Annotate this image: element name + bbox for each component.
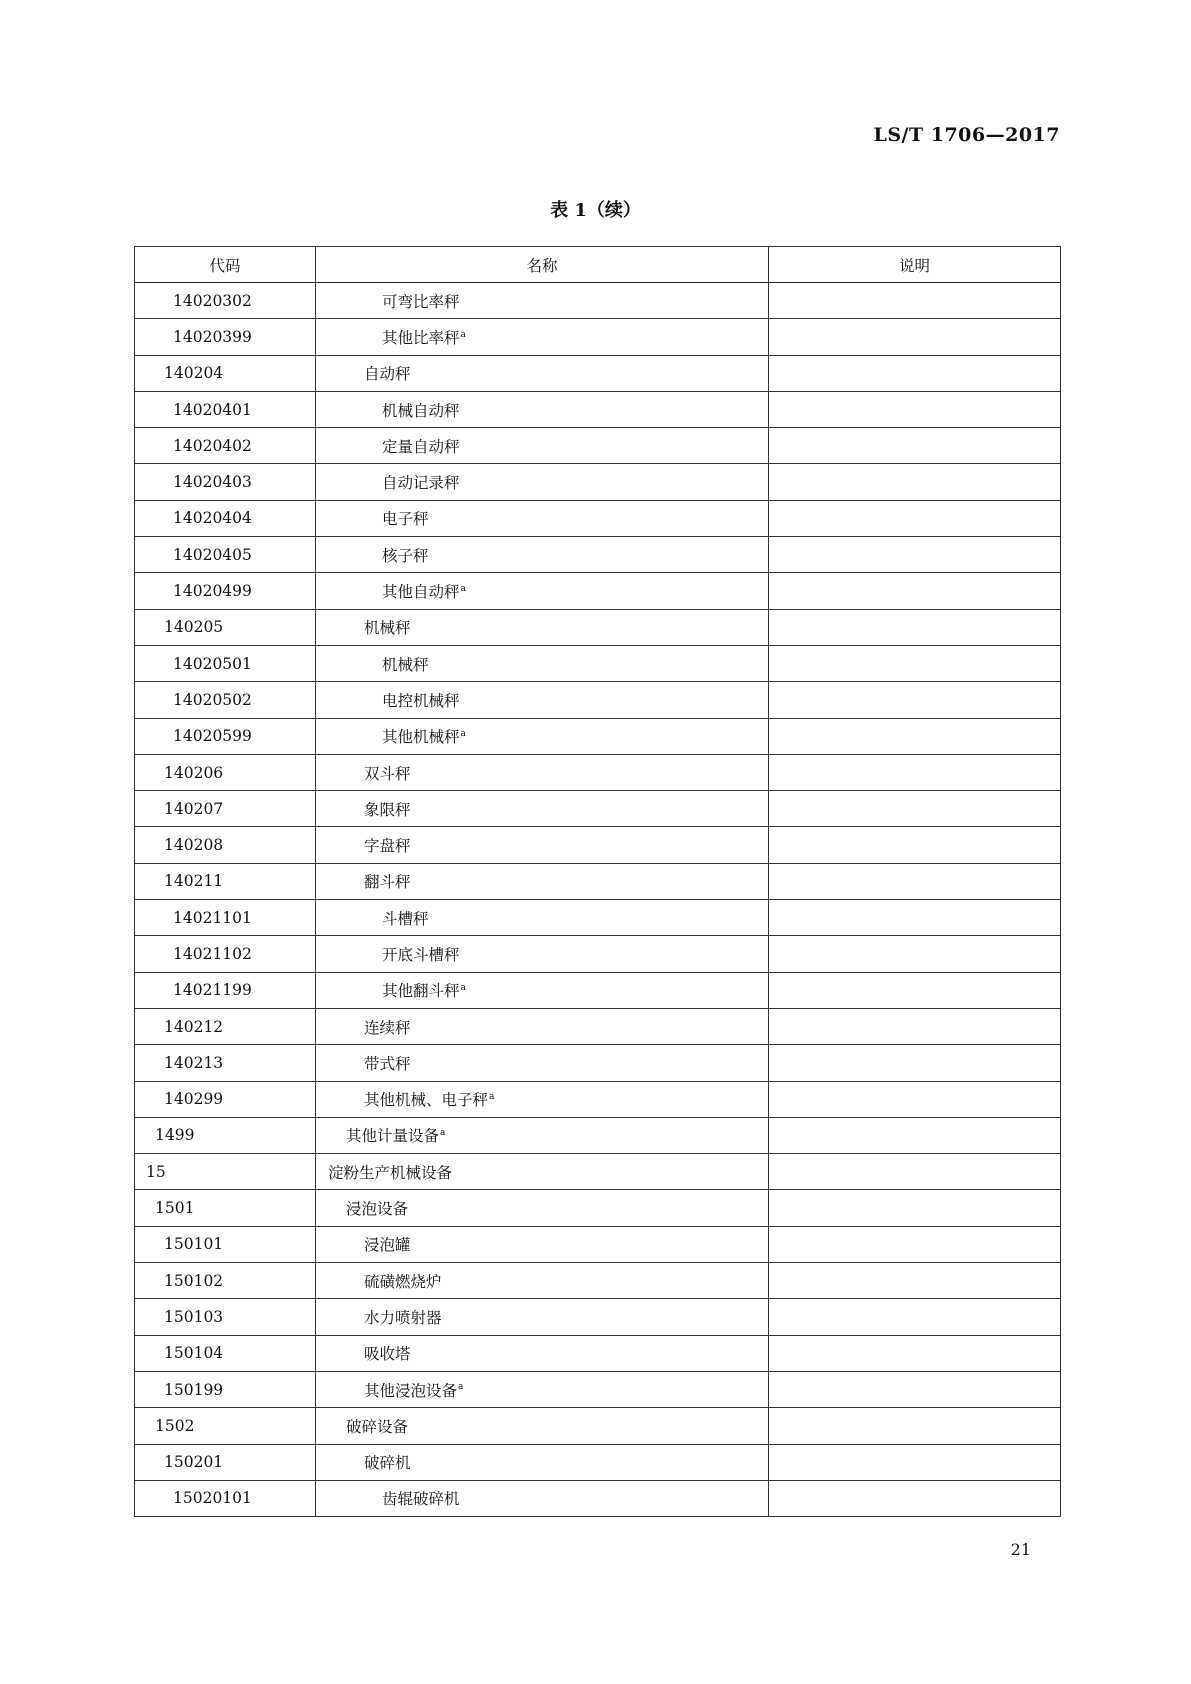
cell-description <box>769 500 1061 536</box>
cell-description <box>769 682 1061 718</box>
table-header-row <box>135 247 1061 283</box>
cell-name <box>316 1154 769 1190</box>
cell-description <box>769 1045 1061 1081</box>
cell-code: 140207 <box>135 791 316 827</box>
table-row <box>135 1335 1061 1371</box>
cell-name-text: 象限秤 <box>364 800 411 819</box>
cell-code: 1501 <box>135 1190 316 1226</box>
cell-description <box>769 319 1061 355</box>
cell-description <box>769 900 1061 936</box>
cell-description <box>769 754 1061 790</box>
cell-name-text: 其他计量设备 <box>346 1127 440 1146</box>
cell-description <box>769 1008 1061 1044</box>
cell-name-text: 连续秤 <box>364 1018 411 1037</box>
footnote-marker: a <box>460 583 466 594</box>
table-row <box>135 428 1061 464</box>
column-header-name: 名称 <box>316 247 769 283</box>
cell-code: 14020302 <box>135 283 316 319</box>
cell-name <box>316 863 769 899</box>
cell-name-text: 水力喷射器 <box>364 1308 442 1327</box>
cell-code: 140211 <box>135 863 316 899</box>
cell-description <box>769 1480 1061 1516</box>
table-row <box>135 1263 1061 1299</box>
table-row <box>135 1045 1061 1081</box>
cell-name-text: 淀粉生产机械设备 <box>328 1163 453 1182</box>
footnote-marker: a <box>460 729 466 740</box>
cell-name <box>316 1335 769 1371</box>
column-header-code: 代码 <box>135 247 316 283</box>
cell-description <box>769 391 1061 427</box>
table-row <box>135 972 1061 1008</box>
cell-description <box>769 355 1061 391</box>
cell-name <box>316 1117 769 1153</box>
cell-description <box>769 827 1061 863</box>
table-row <box>135 682 1061 718</box>
table-row <box>135 754 1061 790</box>
cell-description <box>769 936 1061 972</box>
cell-description <box>769 1081 1061 1117</box>
cell-code: 14020403 <box>135 464 316 500</box>
cell-code: 14020405 <box>135 537 316 573</box>
footnote-marker: a <box>458 1382 464 1393</box>
cell-name-text: 齿辊破碎机 <box>382 1490 460 1509</box>
cell-name-text: 其他比率秤 <box>382 328 460 347</box>
cell-name <box>316 1444 769 1480</box>
table-row <box>135 464 1061 500</box>
cell-description <box>769 972 1061 1008</box>
cell-name-text: 字盘秤 <box>364 837 411 856</box>
cell-name-text: 浸泡设备 <box>346 1200 409 1219</box>
cell-code: 140213 <box>135 1045 316 1081</box>
cell-name-text: 其他自动秤 <box>382 583 460 602</box>
table-row <box>135 1154 1061 1190</box>
cell-name <box>316 537 769 573</box>
cell-description <box>769 609 1061 645</box>
cell-name-text: 浸泡罐 <box>364 1236 411 1255</box>
cell-code: 14020499 <box>135 573 316 609</box>
cell-name-text: 机械秤 <box>382 655 429 674</box>
table-body <box>135 283 1061 1517</box>
table-row <box>135 863 1061 899</box>
cell-name <box>316 1263 769 1299</box>
footnote-marker: a <box>460 983 466 994</box>
cell-name <box>316 1081 769 1117</box>
cell-name-text: 破碎机 <box>364 1454 411 1473</box>
cell-code: 140299 <box>135 1081 316 1117</box>
cell-name <box>316 609 769 645</box>
table-row <box>135 1408 1061 1444</box>
cell-code: 14021102 <box>135 936 316 972</box>
cell-code: 1499 <box>135 1117 316 1153</box>
cell-name <box>316 283 769 319</box>
cell-name <box>316 1480 769 1516</box>
cell-name <box>316 1008 769 1044</box>
cell-code: 140208 <box>135 827 316 863</box>
cell-code: 14020399 <box>135 319 316 355</box>
cell-description <box>769 1154 1061 1190</box>
cell-name-text: 机械自动秤 <box>382 401 460 420</box>
table-row <box>135 283 1061 319</box>
cell-description <box>769 573 1061 609</box>
table-row <box>135 645 1061 681</box>
cell-name-text: 核子秤 <box>382 546 429 565</box>
cell-description <box>769 1226 1061 1262</box>
table-row <box>135 1480 1061 1516</box>
table-row <box>135 936 1061 972</box>
cell-name-text: 其他机械、电子秤 <box>364 1091 489 1110</box>
cell-name-text: 破碎设备 <box>346 1417 409 1436</box>
table-row <box>135 1081 1061 1117</box>
cell-name <box>316 682 769 718</box>
cell-name-text: 自动秤 <box>364 365 411 384</box>
cell-name <box>316 428 769 464</box>
cell-description <box>769 1299 1061 1335</box>
cell-description <box>769 1371 1061 1407</box>
cell-name <box>316 754 769 790</box>
cell-code: 14021199 <box>135 972 316 1008</box>
cell-description <box>769 428 1061 464</box>
cell-name <box>316 1226 769 1262</box>
cell-name <box>316 1408 769 1444</box>
cell-name <box>316 319 769 355</box>
cell-name <box>316 464 769 500</box>
standard-code: LS/T 1706—2017 <box>873 124 1060 146</box>
cell-name-text: 电子秤 <box>382 510 429 529</box>
cell-name-text: 机械秤 <box>364 619 411 638</box>
cell-code: 15 <box>135 1154 316 1190</box>
cell-description <box>769 464 1061 500</box>
cell-description <box>769 1408 1061 1444</box>
cell-code: 150199 <box>135 1371 316 1407</box>
footnote-marker: a <box>460 329 466 340</box>
cell-code: 14020502 <box>135 682 316 718</box>
cell-name-text: 其他机械秤 <box>382 728 460 747</box>
cell-name-text: 可弯比率秤 <box>382 292 460 311</box>
table-row <box>135 791 1061 827</box>
cell-name-text: 翻斗秤 <box>364 873 411 892</box>
cell-description <box>769 1335 1061 1371</box>
cell-code: 140212 <box>135 1008 316 1044</box>
cell-name <box>316 1299 769 1335</box>
footnote-marker: a <box>489 1092 495 1103</box>
cell-name <box>316 1371 769 1407</box>
cell-code: 150101 <box>135 1226 316 1262</box>
cell-description <box>769 863 1061 899</box>
cell-name <box>316 972 769 1008</box>
cell-code: 14020501 <box>135 645 316 681</box>
page-number: 21 <box>1010 1540 1031 1559</box>
table-row <box>135 355 1061 391</box>
cell-name <box>316 791 769 827</box>
table-row <box>135 827 1061 863</box>
cell-description <box>769 283 1061 319</box>
footnote-marker: a <box>440 1128 446 1139</box>
cell-code: 15020101 <box>135 1480 316 1516</box>
cell-code: 150102 <box>135 1263 316 1299</box>
cell-name <box>316 936 769 972</box>
cell-name-text: 吸收塔 <box>364 1345 411 1364</box>
cell-name <box>316 718 769 754</box>
cell-code: 140205 <box>135 609 316 645</box>
table-row <box>135 900 1061 936</box>
cell-name <box>316 355 769 391</box>
table-row <box>135 1008 1061 1044</box>
cell-name-text: 开底斗槽秤 <box>382 945 460 964</box>
cell-code: 14020599 <box>135 718 316 754</box>
table-row <box>135 1299 1061 1335</box>
table-row <box>135 718 1061 754</box>
cell-name <box>316 645 769 681</box>
table-row <box>135 391 1061 427</box>
cell-name <box>316 1045 769 1081</box>
code-table <box>134 246 1061 1517</box>
cell-name-text: 定量自动秤 <box>382 437 460 456</box>
cell-code: 150103 <box>135 1299 316 1335</box>
cell-name <box>316 827 769 863</box>
table-row <box>135 1444 1061 1480</box>
table-row <box>135 500 1061 536</box>
cell-description <box>769 537 1061 573</box>
cell-name-text: 斗槽秤 <box>382 909 429 928</box>
cell-name <box>316 1190 769 1226</box>
cell-name-text: 电控机械秤 <box>382 691 460 710</box>
cell-description <box>769 1444 1061 1480</box>
cell-name-text: 自动记录秤 <box>382 474 460 493</box>
cell-name-text: 带式秤 <box>364 1054 411 1073</box>
cell-name-text: 双斗秤 <box>364 764 411 783</box>
cell-code: 14020404 <box>135 500 316 536</box>
cell-description <box>769 718 1061 754</box>
cell-description <box>769 1117 1061 1153</box>
cell-description <box>769 791 1061 827</box>
table-row <box>135 609 1061 645</box>
table-row <box>135 319 1061 355</box>
cell-code: 140204 <box>135 355 316 391</box>
table-row <box>135 1371 1061 1407</box>
cell-name <box>316 573 769 609</box>
cell-code: 140206 <box>135 754 316 790</box>
table-row <box>135 537 1061 573</box>
cell-description <box>769 1190 1061 1226</box>
table-row <box>135 1226 1061 1262</box>
cell-description <box>769 1263 1061 1299</box>
cell-code: 150104 <box>135 1335 316 1371</box>
cell-code: 14021101 <box>135 900 316 936</box>
table-title: 表 1（续） <box>550 200 641 221</box>
cell-name-text: 其他浸泡设备 <box>364 1381 458 1400</box>
cell-name <box>316 900 769 936</box>
table-row <box>135 1190 1061 1226</box>
cell-description <box>769 645 1061 681</box>
cell-name-text: 其他翻斗秤 <box>382 982 460 1001</box>
cell-name-text: 硫磺燃烧炉 <box>364 1272 442 1291</box>
cell-code: 1502 <box>135 1408 316 1444</box>
column-header-description: 说明 <box>769 247 1061 283</box>
cell-code: 14020401 <box>135 391 316 427</box>
table-row <box>135 573 1061 609</box>
cell-name <box>316 500 769 536</box>
cell-name <box>316 391 769 427</box>
table-row <box>135 1117 1061 1153</box>
cell-code: 14020402 <box>135 428 316 464</box>
cell-code: 150201 <box>135 1444 316 1480</box>
